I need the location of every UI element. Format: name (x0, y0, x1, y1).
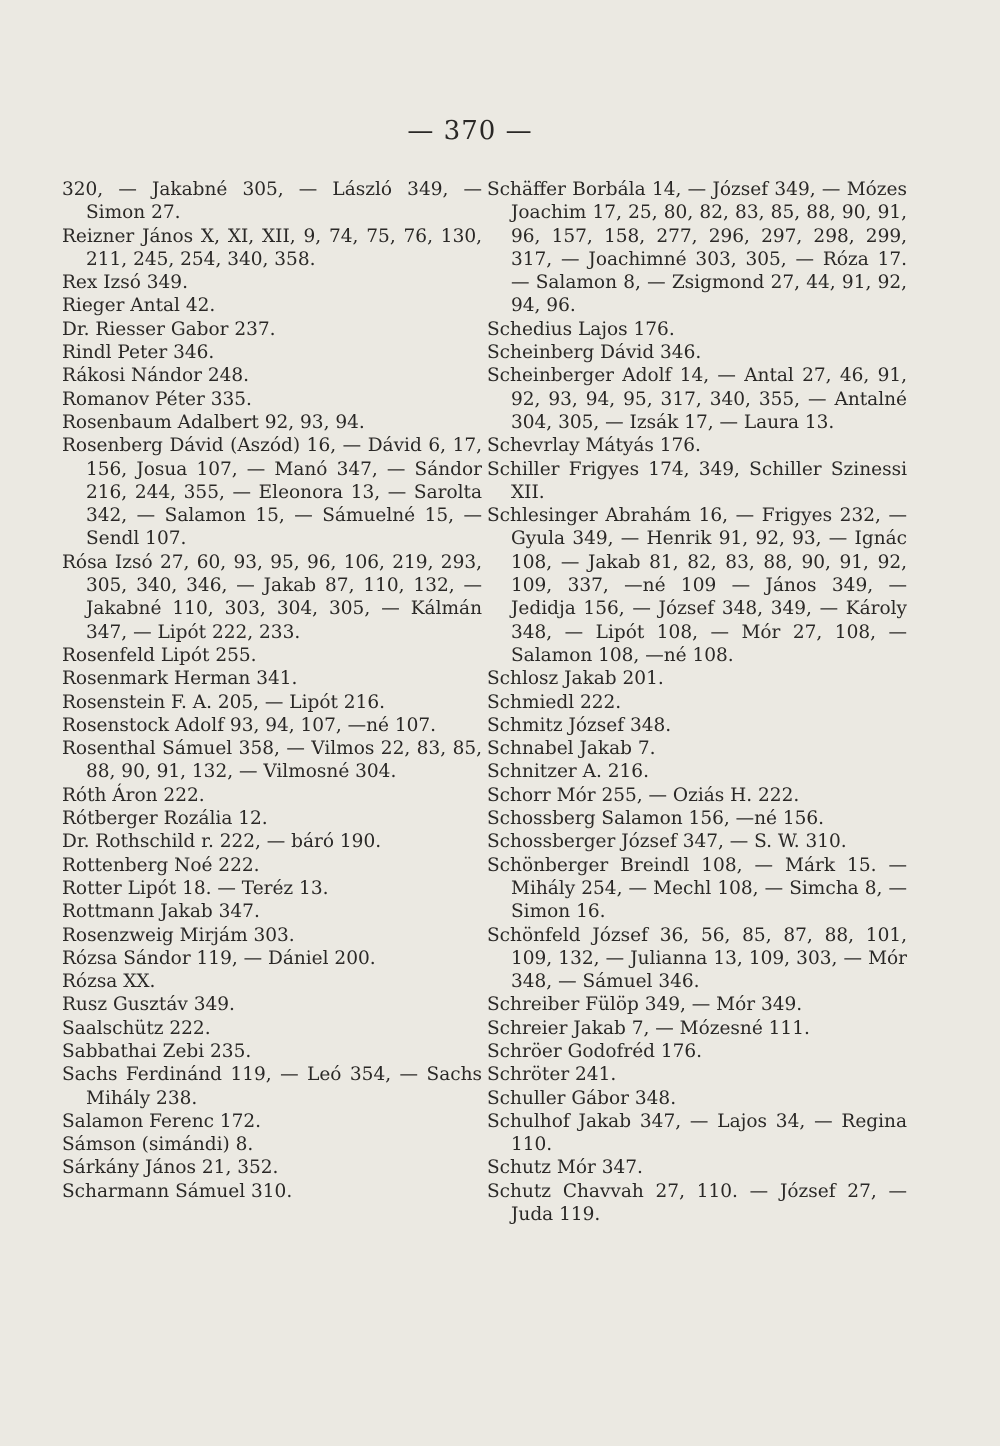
index-entry: Róth Áron 222. (62, 784, 205, 806)
index-entry: Schutz Chavvah 27, 110. — József 27, — Juda 119. (487, 1180, 907, 1226)
index-entry: Rosenfeld Lipót 255. (62, 644, 257, 666)
index-entry: Saalschütz 222. (62, 1017, 211, 1039)
index-entry: Schröter 241. (487, 1064, 617, 1086)
index-entry: 320, — Jakabné 305, — László 349, — Simon 27. (62, 179, 482, 224)
index-entry: Schlesinger Abrahám 16, — Frigyes 232, — Gyula 349, — Henrik 91, 92, 93, — Ignác 108, — Jakab 81, 82, 83, 88, 90, 91, 92, 109, 337, —né 109 — János 349, — Jedidja 156, — József 348, 349, — Károly 348, — Lipót 108, — Mór 27, 108, — Salamon 108, —né 108. (487, 505, 907, 666)
index-entry: Scharmann Sámuel 310. (62, 1180, 293, 1202)
index-entry: Sárkány János 21, 352. (62, 1157, 279, 1179)
index-entry: Rákosi Nándor 248. (62, 365, 250, 387)
index-entry: Sámson (simándi) 8. (62, 1134, 254, 1156)
index-entry: Schuller Gábor 348. (487, 1087, 677, 1109)
index-entry: Schiller Frigyes 174, 349, Schiller Szinessi XII. (487, 458, 907, 503)
index-entry: Rosenberg Dávid (Aszód) 16, — Dávid 6, 17, 156, Josua 107, — Manó 347, — Sándor 216, 244, 355, — Eleonora 13, — Sarolta 342, — Salamon 15, — Sámuelné 15, — Sendl 107. (62, 435, 482, 550)
index-entry: Scheinberger Adolf 14, — Antal 27, 46, 91, 92, 93, 94, 95, 317, 340, 355, — Antalné 304, 305, — Izsák 17, — Laura 13. (487, 365, 907, 433)
index-entry: Rózsa XX. (62, 971, 156, 993)
index-entry: Rótberger Rozália 12. (62, 808, 268, 830)
index-entry: Schmitz József 348. (487, 714, 672, 736)
index-entry: Rosenthal Sámuel 358, — Vilmos 22, 83, 85, 88, 90, 91, 132, — Vilmosné 304. (62, 738, 482, 783)
index-entry: Schreier Jakab 7, — Mózesné 111. (487, 1017, 810, 1039)
index-entry: Schossberger József 347, — S. W. 310. (487, 831, 847, 853)
index-entry: Rosenzweig Mirjám 303. (62, 924, 295, 946)
index-entry: Schönberger Breindl 108, — Márk 15. — Mihály 254, — Mechl 108, — Simcha 8, — Simon 16. (487, 854, 907, 923)
index-entry: Schossberg Salamon 156, —né 156. (487, 808, 825, 830)
index-entry: Schreiber Fülöp 349, — Mór 349. (487, 994, 803, 1016)
index-entry: Schnabel Jakab 7. (487, 738, 656, 760)
index-entry: Schönfeld József 36, 56, 85, 87, 88, 101, 109, 132, — Julianna 13, 109, 303, — Mór 348, — Sámuel 346. (487, 924, 907, 993)
index-entry: Rosenstein F. A. 205, — Lipót 216. (62, 691, 385, 713)
index-entry: Rosenbaum Adalbert 92, 93, 94. (62, 411, 365, 433)
index-entry: Schulhof Jakab 347, — Lajos 34, — Regina 110. (487, 1110, 907, 1156)
index-entry: Schlosz Jakab 201. (487, 668, 664, 690)
index-entry: Schevrlay Mátyás 176. (487, 435, 701, 457)
index-entry: Schedius Lajos 176. (487, 318, 675, 340)
index-entry: Rex Izsó 349. (62, 272, 188, 294)
page-number: — 370 — (407, 116, 533, 146)
index-entry: Rottmann Jakab 347. (62, 901, 260, 923)
index-entry: Schröer Godofréd 176. (487, 1040, 703, 1062)
index-entry: Dr. Riesser Gabor 237. (62, 318, 276, 340)
index-entry: Rottenberg Noé 222. (62, 854, 260, 876)
index-entry: Rieger Antal 42. (62, 295, 216, 317)
index-entry: Dr. Rothschild r. 222, — báró 190. (62, 831, 382, 853)
index-entry: Scheinberg Dávid 346. (487, 342, 702, 364)
index-column-left (62, 178, 482, 1203)
index-entry: Sabbathai Zebi 235. (62, 1040, 252, 1062)
index-entry: Schorr Mór 255, — Oziás H. 222. (487, 784, 800, 806)
index-entry: Schnitzer A. 216. (487, 761, 649, 783)
index-entry: Romanov Péter 335. (62, 388, 252, 410)
index-entry: Rindl Peter 346. (62, 342, 215, 364)
index-column-right (487, 178, 907, 1226)
index-entry: Reizner János X, XI, XII, 9, 74, 75, 76, 130, 211, 245, 254, 340, 358. (62, 225, 482, 270)
index-entry: Rotter Lipót 18. — Teréz 13. (62, 877, 329, 899)
index-entry: Rusz Gusztáv 349. (62, 994, 235, 1016)
index-entry: Rósa Izsó 27, 60, 93, 95, 96, 106, 219, 293, 305, 340, 346, — Jakab 87, 110, 132, — Jakabné 110, 303, 304, 305, — Kálmán 347, — Lipót 222, 233. (62, 551, 482, 643)
index-entry: Schmiedl 222. (487, 691, 622, 713)
index-entry: Rosenmark Herman 341. (62, 668, 298, 690)
index-entry: Rózsa Sándor 119, — Dániel 200. (62, 947, 376, 969)
index-entry: Schutz Mór 347. (487, 1157, 643, 1179)
index-entry: Schäffer Borbála 14, — József 349, — Mózes Joachim 17, 25, 80, 82, 83, 85, 88, 90, 91, 96, 157, 158, 277, 296, 297, 298, 299, 317, — Joachimné 303, 305, — Róza 17. — Salamon 8, — Zsigmond 27, 44, 91, 92, 94, 96. (487, 179, 907, 317)
index-entry: Salamon Ferenc 172. (62, 1110, 262, 1132)
index-entry: Sachs Ferdinánd 119, — Leó 354, — Sachs Mihály 238. (62, 1064, 482, 1109)
index-entry: Rosenstock Adolf 93, 94, 107, —né 107. (62, 714, 437, 736)
